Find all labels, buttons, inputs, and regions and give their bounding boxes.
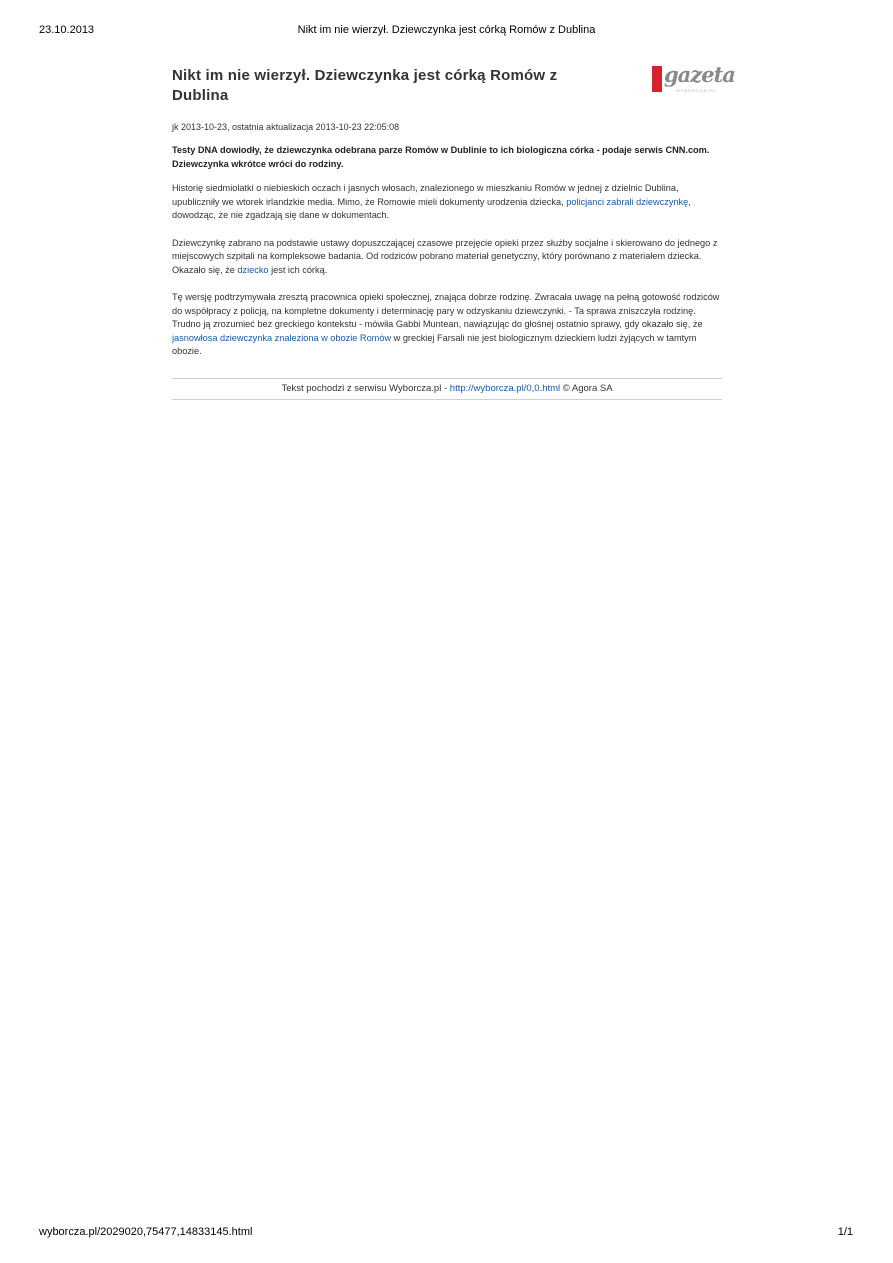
article-headline: Nikt im nie wierzył. Dziewczynka jest córką Romów z Dublina: [172, 67, 558, 104]
print-title: Nikt im nie wierzył. Dziewczynka jest córką Romów z Dublina: [297, 24, 596, 36]
link-dziecko[interactable]: dziecko: [237, 264, 269, 275]
article: [172, 62, 735, 400]
link-jasnowlosa-dziewczynka[interactable]: jasnowłosa dziewczynka znaleziona w obozie Romów: [172, 332, 392, 343]
article-paragraph-3: [172, 291, 722, 359]
paragraph-text: Dziewczynkę zabrano na podstawie ustawy dopuszczającej czasowe przejęcie opieki przez służby socjalne i skierowano do jednego z miejscowych szpitali na kompleksowe badania. Od rodziców pobrano materiał genetyczny, który porównano z materiałem dziecka. Okazało się, że: [172, 237, 718, 275]
print-date: 23.10.2013: [39, 24, 95, 36]
paragraph-text: jest ich córką.: [268, 264, 328, 275]
logo-subtitle: WYBORCZA.PL: [676, 88, 717, 93]
print-page-number: 1/1: [837, 1226, 853, 1238]
source-text: Tekst pochodzi z serwisu Wyborcza.pl -: [281, 382, 450, 394]
paragraph-text: w greckiej Farsali nie jest biologicznym dzieckiem ludzi żyjących w tamtym obozie.: [172, 332, 697, 356]
article-paragraph-1: [172, 182, 722, 223]
article-meta: jk 2013-10-23, ostatnia aktualizacja 2013-10-23 22:05:08: [172, 122, 400, 132]
print-url: wyborcza.pl/2029020,75477,14833145.html: [39, 1226, 253, 1238]
source-link[interactable]: http://wyborcza.pl/0,0.html: [449, 382, 561, 394]
source-bar: [172, 378, 722, 400]
link-policjanci-zabrali[interactable]: policjanci zabrali dziewczynkę: [566, 196, 689, 207]
copyright-text: © Agora SA: [560, 382, 613, 394]
logo-red-bar: [652, 66, 662, 92]
paragraph-text: Tę wersję podtrzymywała zresztą pracownica opieki społecznej, znająca dobrze rodzinę. Zwracała uwagę na pełną gotowość rodziców do współpracy z policją, na kompletne dokumenty i determinację pary w odzyskaniu dziewczynki. - Ta sprawa zniszczyła rodzinę. Trudno ją zrozumieć bez greckiego kontekstu - mówiła Gabbi Muntean, nawiązując do głośnej ostatnio sprawy, gdy okazało się, że: [172, 292, 720, 329]
print-header: [0, 24, 893, 40]
gazeta-logo: [652, 62, 735, 94]
article-paragraph-2: [172, 237, 722, 278]
paragraph-text: , dowodząc, że nie zgadzają się dane w dokumentach.: [172, 196, 691, 220]
article-lead: Testy DNA dowiodły, że dziewczynka odebrana parze Romów w Dublinie to ich biologiczna córka - podaje serwis CNN.com. Dziewczynka wkrótce wróci do rodziny.: [172, 145, 710, 169]
paragraph-text: Historię siedmiolatki o niebieskich oczach i jasnych włosach, znalezionego w mieszkaniu Romów w jednej z dzielnic Dublina, upubliczniły we wtorek irlandzkie media. Mimo, że Romowie mieli dokumenty urodzenia dziecka,: [172, 183, 679, 207]
logo-wordmark: gazeta: [664, 62, 735, 87]
